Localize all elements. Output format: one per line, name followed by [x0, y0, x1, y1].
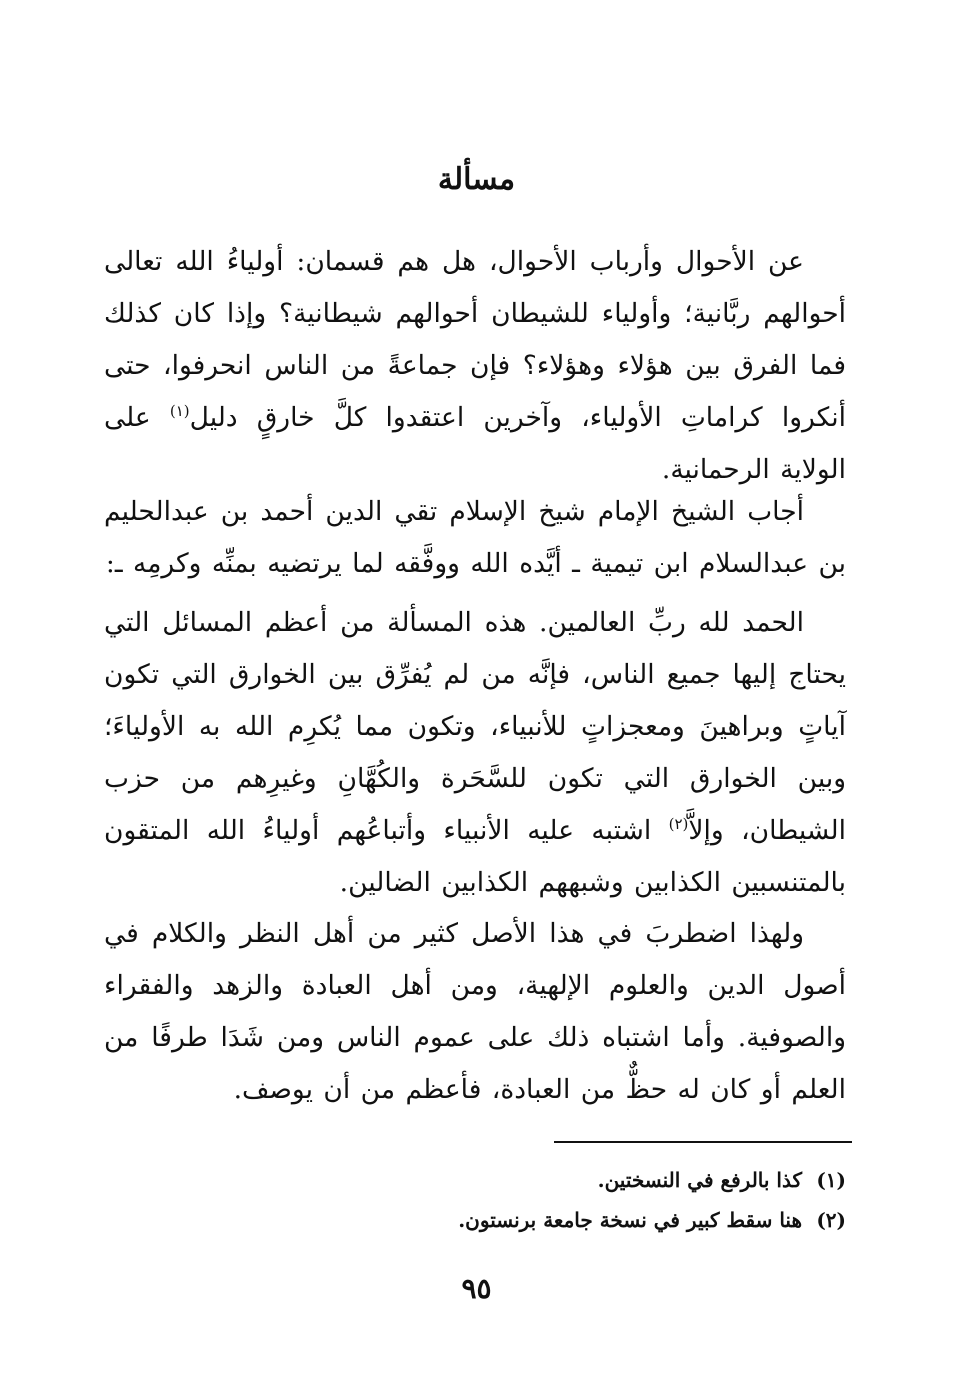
footnotes — [104, 1160, 846, 1240]
footnote-2 — [104, 1200, 846, 1240]
footnote-divider — [554, 1141, 852, 1143]
answer-paragraph — [104, 597, 846, 909]
paragraph-3-text-after: اشتبه عليه الأنبياء وأتباعُهم أولياءُ الله المتقون بالمتنسبين الكذابين وشبههم الكذابين الضالين. — [104, 815, 846, 898]
closing-paragraph — [104, 908, 846, 1116]
footnote-ref-1: (١) — [169, 402, 190, 421]
footnote-ref-2: (٢) — [668, 815, 689, 834]
footnote-2-number: (٢) — [816, 1208, 846, 1232]
footnote-2-text: هنا سقط كبير في نسخة جامعة برنستون. — [458, 1208, 802, 1232]
answer-intro-paragraph — [104, 486, 846, 590]
page-number: ٩٥ — [461, 1272, 492, 1305]
footnote-1-text: كذا بالرفع في النسختين. — [597, 1168, 802, 1192]
question-paragraph — [104, 236, 846, 496]
paragraph-3 — [104, 597, 846, 909]
paragraph-1 — [104, 236, 846, 496]
paragraph-1-text-after: على الولاية الرحمانية. — [104, 402, 846, 485]
page-title: مسألة — [437, 162, 516, 197]
paragraph-3-text: الحمد لله ربِّ العالمين. هذه المسألة من أعظم المسائل التي يحتاج إليها جميع الناس، فإنَّه من لم يُفرِّق بين الخوارق التي تكون آياتٍ وبراهينَ ومعجزاتٍ للأنبياء، وتكون مما يُكرِم الله به الأولياءَ؛ وبين الخوارق التي تكون للسَّحَرة والكُهَّانِ وغيرِهم من حزب الشيطان، وإلاَّ — [104, 607, 846, 846]
footnote-1 — [104, 1160, 846, 1200]
paragraph-2: أجاب الشيخ الإمام شيخ الإسلام تقي الدين أحمد بن عبدالحليم بن عبدالسلام ابن تيمية ـ أيَّده الله ووفَّقه لما يرتضيه بمنِّه وكرمِه ـ: — [104, 496, 846, 579]
paragraph-1-text: عن الأحوال وأرباب الأحوال، هل هم قسمان: أولياءُ الله تعالى أحوالهم ربَّانية؛ وأولياء للشيطان أحوالهم شيطانية؟ وإذا كان كذلك فما الفرق بين هؤلاء وهؤلاء؟ فإن جماعةً من الناس انحرفوا، حتى أنكروا كراماتِ الأولياء، وآخرين اعتقدوا كلَّ خارقٍ دليل — [104, 246, 846, 433]
paragraph-4: ولهذا اضطربَ في هذا الأصل كثير من أهل النظر والكلام في أصول الدين والعلوم الإلهية، ومن أهل العبادة والزهد والفقراء والصوفية. وأما اشتباه ذلك على عموم الناس ومن شَدَا طرفًا من العلم أو كان له حظٌّ من العبادة، فأعظم من أن يوصف. — [104, 918, 846, 1105]
footnote-1-number: (١) — [816, 1168, 846, 1192]
